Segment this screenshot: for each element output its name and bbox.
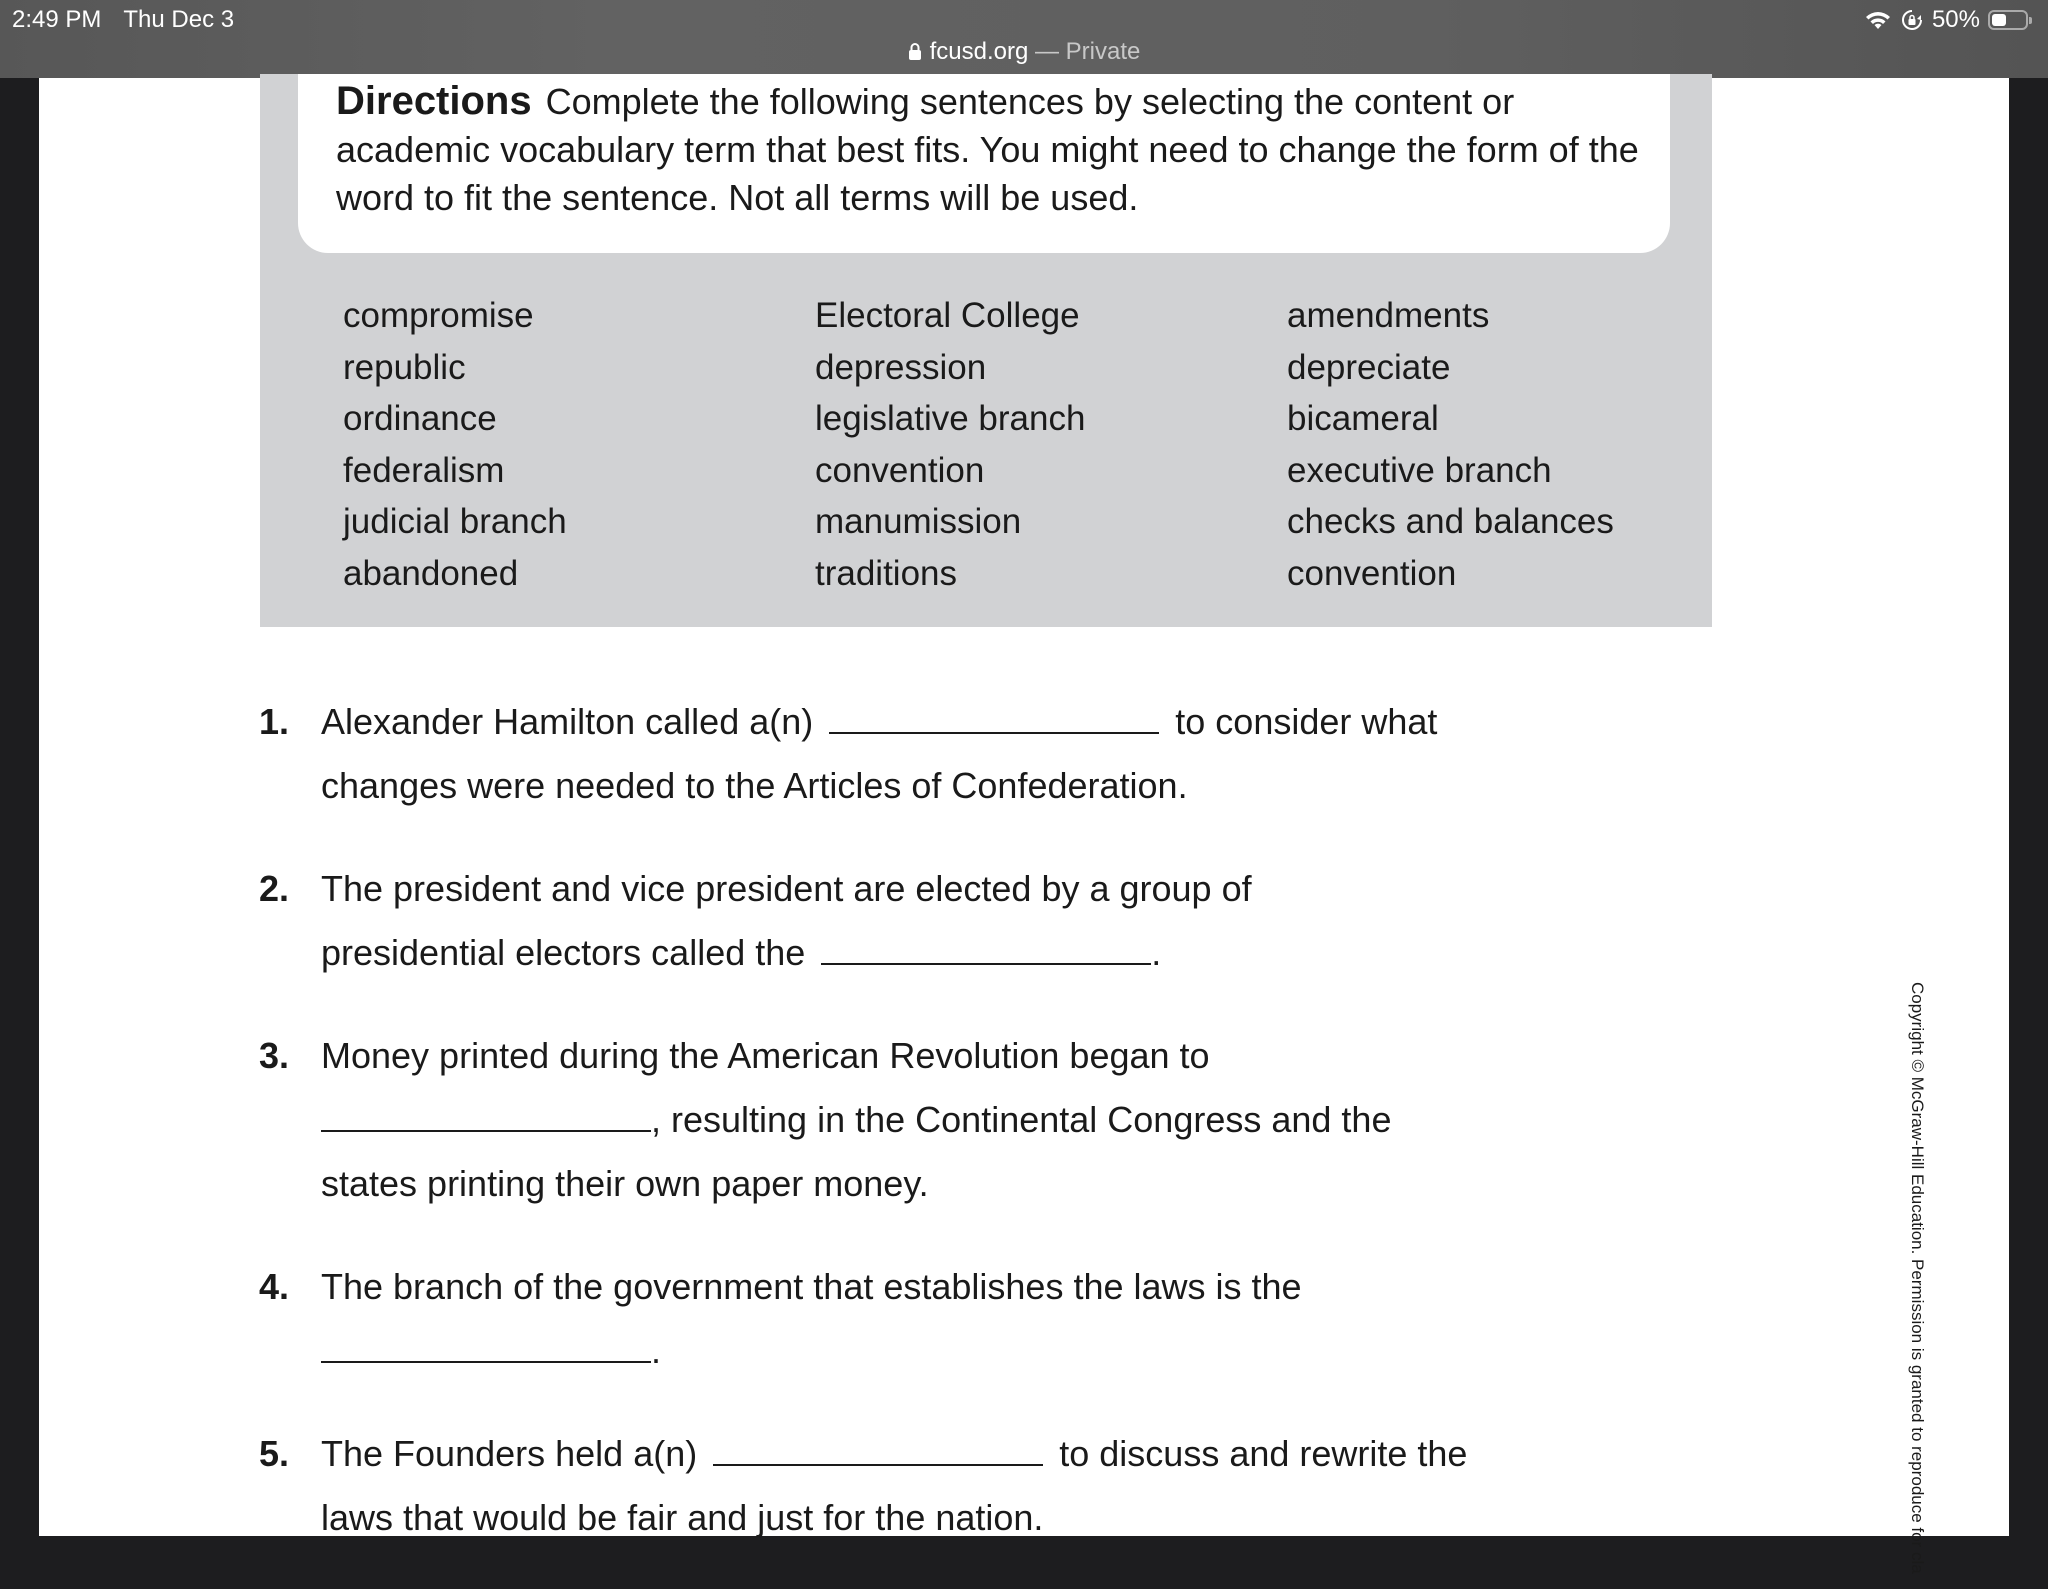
question-before: The branch of the government that establishes the laws is the (321, 1266, 1302, 1307)
question-number: 4. (259, 1266, 290, 1307)
battery-percent: 50% (1931, 6, 1980, 33)
term: convention (815, 450, 985, 490)
url-separator: — (1028, 38, 1066, 65)
question-before: Alexander Hamilton called a(n) (321, 701, 814, 742)
status-clock (12, 6, 234, 34)
term: republic (343, 347, 466, 387)
directions-card (298, 74, 1670, 253)
term: bicameral (1287, 399, 1439, 438)
question-after: to consider what changes were needed to the Articles of Confederation. (321, 701, 1438, 806)
battery-icon (1988, 10, 2028, 30)
question-after: . (1151, 932, 1162, 973)
question-text (321, 1024, 1471, 1216)
question-before: Money printed during the American Revolution began to (321, 1035, 1210, 1076)
answer-blank[interactable] (321, 1102, 651, 1132)
term: legislative branch (815, 399, 1086, 438)
term: federalism (343, 450, 505, 490)
term: ordinance (343, 399, 497, 438)
directions-body: Complete the following sentences by selecting the content or academic vocabulary term that best fits. You might need to change the form of the word to fit the sentence. Not all terms will be used. (336, 81, 1639, 218)
question-text (321, 690, 1501, 818)
url-bar[interactable] (0, 38, 2048, 66)
url-domain: fcusd.org (929, 38, 1029, 65)
question-number: 5. (259, 1433, 290, 1474)
term: depreciate (1287, 347, 1451, 387)
battery-tip (2029, 17, 2032, 24)
answer-blank[interactable] (321, 1333, 651, 1363)
question-number: 2. (259, 868, 290, 909)
term-column-2 (815, 290, 1287, 599)
status-indicators (1864, 6, 2028, 34)
question-after: . (651, 1330, 662, 1371)
question-before: The Founders held a(n) (321, 1433, 698, 1474)
worksheet-page[interactable] (39, 78, 2009, 1574)
question-number: 3. (259, 1035, 290, 1076)
question-text (321, 1422, 1471, 1550)
question-after: , resulting in the Continental Congress and the states printing their own paper money. (321, 1099, 1392, 1204)
term: Electoral College (815, 296, 1080, 335)
term-column-1 (343, 290, 815, 599)
term: amendments (1287, 296, 1490, 335)
vocabulary-box (260, 74, 1712, 627)
term: judicial branch (343, 502, 567, 541)
term: traditions (815, 553, 958, 593)
term: executive branch (1287, 450, 1552, 490)
rotation-lock-icon (1900, 8, 1924, 32)
lock-icon (908, 42, 922, 60)
term: compromise (343, 296, 534, 335)
question-text (321, 1255, 1471, 1383)
question-after: to discuss and rewrite the laws that would be fair and just for the nation. (321, 1433, 1468, 1538)
question-5 (259, 1422, 1559, 1550)
status-bar (0, 0, 2048, 78)
question-2 (259, 857, 1559, 985)
battery-level-fill (1992, 14, 2006, 26)
question-before: The president and vice president are elected by a group of presidential electors called the (321, 868, 1252, 973)
copyright-notice: Copyright © McGraw-Hill Education. Permission is granted to reproduce for cla (1908, 982, 1927, 1574)
private-mode-label: Private (1065, 38, 1141, 65)
question-4 (259, 1255, 1559, 1383)
question-text (321, 857, 1381, 985)
status-time: 2:49 PM (12, 6, 102, 33)
answer-blank[interactable] (713, 1436, 1043, 1466)
term: depression (815, 347, 987, 387)
wifi-icon (1864, 9, 1892, 31)
term-list (343, 290, 1759, 599)
question-list (259, 690, 1559, 1589)
term: abandoned (343, 553, 519, 593)
term: manumission (815, 502, 1022, 541)
term-column-3 (1287, 290, 1759, 599)
answer-blank[interactable] (829, 704, 1159, 734)
term: convention (1287, 553, 1457, 593)
question-number: 1. (259, 701, 290, 742)
term: checks and balances (1287, 502, 1614, 541)
directions-text (336, 77, 1656, 222)
directions-title: Directions (336, 79, 532, 123)
question-1 (259, 690, 1541, 818)
answer-blank[interactable] (821, 935, 1151, 965)
question-3 (259, 1024, 1559, 1216)
status-date: Thu Dec 3 (123, 6, 235, 33)
